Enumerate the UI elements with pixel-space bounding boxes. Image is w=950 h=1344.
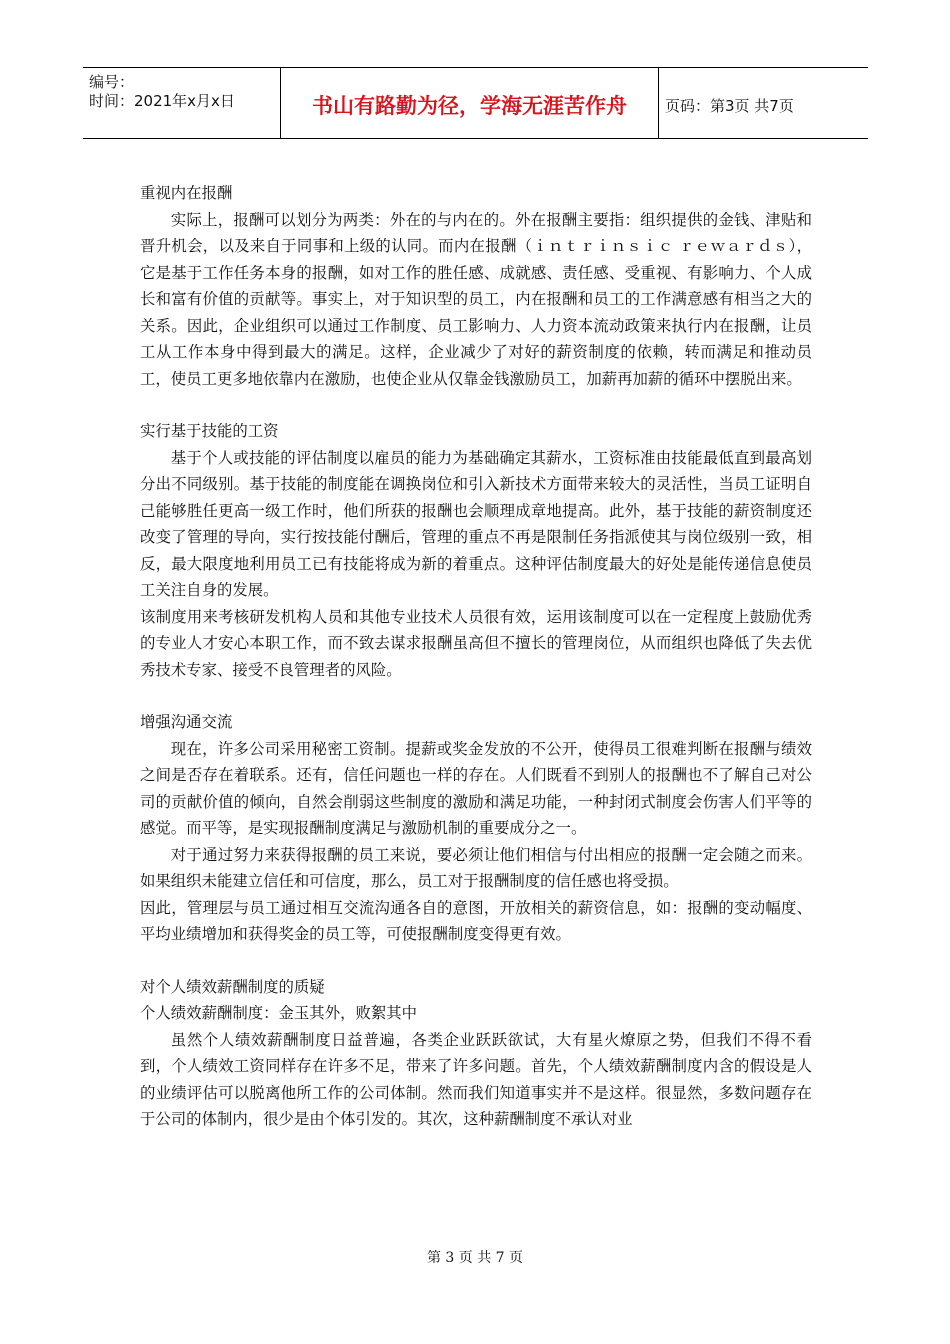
paragraph: 虽然个人绩效薪酬制度日益普遍，各类企业跃跃欲试，大有星火燎原之势，但我们不得不看到，个人绩效工资同样存在许多不足，带来了许多问题。首先，个人绩效薪酬制度内含的假设是人的业绩评估可以脱离他所工作的公司体制。然而我们知道事实并不是这样。很显然，多数问题存在于公司的体制内，很少是由个体引发的。其次，这种薪酬制度不承认对业 — [140, 1030, 812, 1128]
header-motto: 书山有路勤为径，学海无涯苦作舟 — [281, 68, 659, 138]
section-heading: 增强沟通交流 — [140, 713, 233, 731]
paragraph: 实际上，报酬可以划分为两类：外在的与内在的。外在报酬主要指：组织提供的金钱、津贴和晋升机会，以及来自于同事和上级的认同。而内在报酬（ｉｎｔｒｉｎｓｉｃ ｒｅｗａｒｄｓ），它是基于工作任务本身的报酬，如对工作的胜任感、成就感、责任感、受重视、有影响力、个人成长和富有价值的贡献等。事实上，对于知识型的员工，内在报酬和员工的工作满意感有相当之大的关系。因此，企业组织可以通过工作制度、员工影响力、人力资本流动政策来执行内在报酬，让员工从工作本身中得到最大的满足。这样，企业减少了对好的薪资制度的依赖，转而满足和推动员工，使员工更多地依靠内在激励，也使企业从仅靠金钱激励员工，加薪再加薪的循环中摆脱出来。 — [140, 210, 812, 388]
page-header — [83, 67, 868, 139]
paragraph: 基于个人或技能的评估制度以雇员的能力为基础确定其薪水，工资标准由技能最低直到最高划分出不同级别。基于技能的制度能在调换岗位和引入新技术方面带来较大的灵活性，当员工证明自己能够胜任更高一级工作时，他们所获的报酬也会顺理成章地提高。此外，基于技能的薪资制度还改变了管理的导向，实行按技能付酬后，管理的重点不再是限制任务指派使其与岗位级别一致，相反，最大限度地利用员工已有技能将成为新的着重点。这种评估制度最大的好处是能传递信息使员工关注自身的发展。 — [140, 448, 812, 599]
page-footer: 第 3 页 共 7 页 — [426, 1250, 524, 1266]
section-heading: 对个人绩效薪酬制度的质疑 — [140, 977, 325, 996]
document-body — [140, 180, 812, 1133]
section-heading: 个人绩效薪酬制度：金玉其外，败絮其中 — [140, 1004, 418, 1022]
header-meta — [83, 68, 281, 138]
section-heading: 实行基于技能的工资 — [140, 422, 279, 440]
document-date: 时间：2021年x月x日 — [89, 92, 235, 110]
paragraph: 对于通过努力来获得报酬的员工来说，要必须让他们相信与付出相应的报酬一定会随之而来。如果组织未能建立信任和可信度，那么，员工对于报酬制度的信任感也将受损。 — [140, 845, 812, 890]
paragraph: 现在，许多公司采用秘密工资制。提薪或奖金发放的不公开，使得员工很难判断在报酬与绩效之间是否存在着联系。还有，信任问题也一样的存在。人们既看不到别人的报酬也不了解自己对公司的贡献价值的倾向，自然会削弱这些制度的激励和满足功能，一种封闭式制度会伤害人们平等的感觉。而平等，是实现报酬制度满足与激励机制的重要成分之一。 — [140, 739, 812, 837]
document-number-label: 编号： — [89, 73, 135, 91]
section-heading: 重视内在报酬 — [140, 184, 233, 202]
paragraph: 因此，管理层与员工通过相互交流沟通各自的意图，开放相关的薪资信息，如：报酬的变动幅度、平均业绩增加和获得奖金的员工等，可使报酬制度变得更有效。 — [140, 898, 812, 943]
header-page-info: 页码：第3页 共7页 — [665, 96, 794, 115]
paragraph: 该制度用来考核研发机构人员和其他专业技术人员很有效，运用该制度可以在一定程度上鼓励优秀的专业人才安心本职工作，而不致去谋求报酬虽高但不擅长的管理岗位，从而组织也降低了失去优秀技术专家、接受不良管理者的风险。 — [140, 607, 812, 679]
